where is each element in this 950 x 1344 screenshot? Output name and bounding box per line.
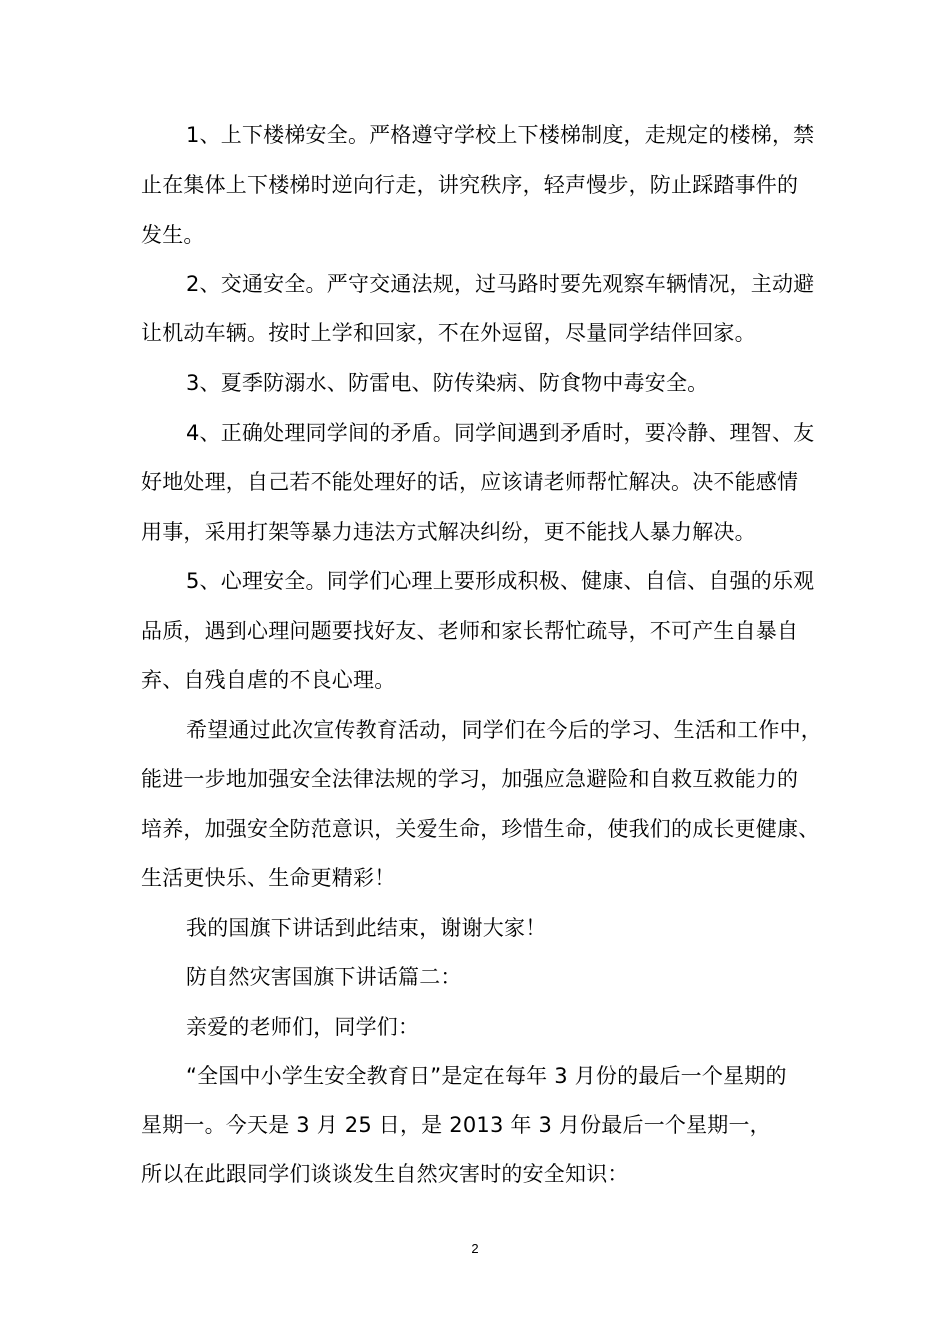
text-line: 所以在此跟同学们谈谈发生自然灾害时的安全知识： bbox=[141, 1162, 629, 1186]
text-line: 我的国旗下讲话到此结束，谢谢大家！ bbox=[186, 916, 547, 940]
text-line: 品质，遇到心理问题要找好友、老师和家长帮忙疏导，不可产生自暴自 bbox=[141, 619, 799, 643]
text-line: 2、交通安全。严守交通法规，过马路时要先观察车辆情况，主动避 bbox=[186, 272, 815, 296]
text-line: 培养，加强安全防范意识，关爱生命，珍惜生命，使我们的成长更健康、 bbox=[141, 817, 820, 841]
text-line: 让机动车辆。按时上学和回家，不在外逗留，尽量同学结伴回家。 bbox=[141, 321, 756, 345]
text-line: 生活更快乐、生命更精彩！ bbox=[141, 866, 396, 890]
text-line: 弃、自残自虐的不良心理。 bbox=[141, 668, 396, 692]
text-line: 3、夏季防溺水、防雷电、防传染病、防食物中毒安全。 bbox=[186, 371, 709, 395]
text-line: 5、心理安全。同学们心理上要形成积极、健康、自信、自强的乐观 bbox=[186, 569, 815, 593]
text-line: 发生。 bbox=[141, 223, 205, 247]
salutation: 亲爱的老师们，同学们： bbox=[186, 1015, 420, 1039]
text-line: 4、正确处理同学间的矛盾。同学间遇到矛盾时，要冷静、理智、友 bbox=[186, 421, 815, 445]
text-line: “全国中小学生安全教育日”是定在每年 3 月份的最后一个星期的 bbox=[186, 1064, 787, 1088]
page-number: 2 bbox=[471, 1241, 479, 1256]
section-heading: 防自然灾害国旗下讲话篇二： bbox=[186, 965, 462, 989]
text-line: 止在集体上下楼梯时逆向行走，讲究秩序，轻声慢步，防止踩踏事件的 bbox=[141, 173, 799, 197]
text-line: 用事，采用打架等暴力违法方式解决纠纷，更不能找人暴力解决。 bbox=[141, 520, 756, 544]
text-line: 希望通过此次宣传教育活动，同学们在今后的学习、生活和工作中， bbox=[186, 718, 822, 742]
text-line: 1、上下楼梯安全。严格遵守学校上下楼梯制度，走规定的楼梯，禁 bbox=[186, 123, 815, 147]
text-line: 好地处理，自己若不能处理好的话，应该请老师帮忙解决。决不能感情 bbox=[141, 470, 799, 494]
text-line: 能进一步地加强安全法律法规的学习，加强应急避险和自救互救能力的 bbox=[141, 767, 799, 791]
text-line: 星期一。今天是 3 月 25 日，是 2013 年 3 月份最后一个星期一， bbox=[141, 1113, 771, 1137]
